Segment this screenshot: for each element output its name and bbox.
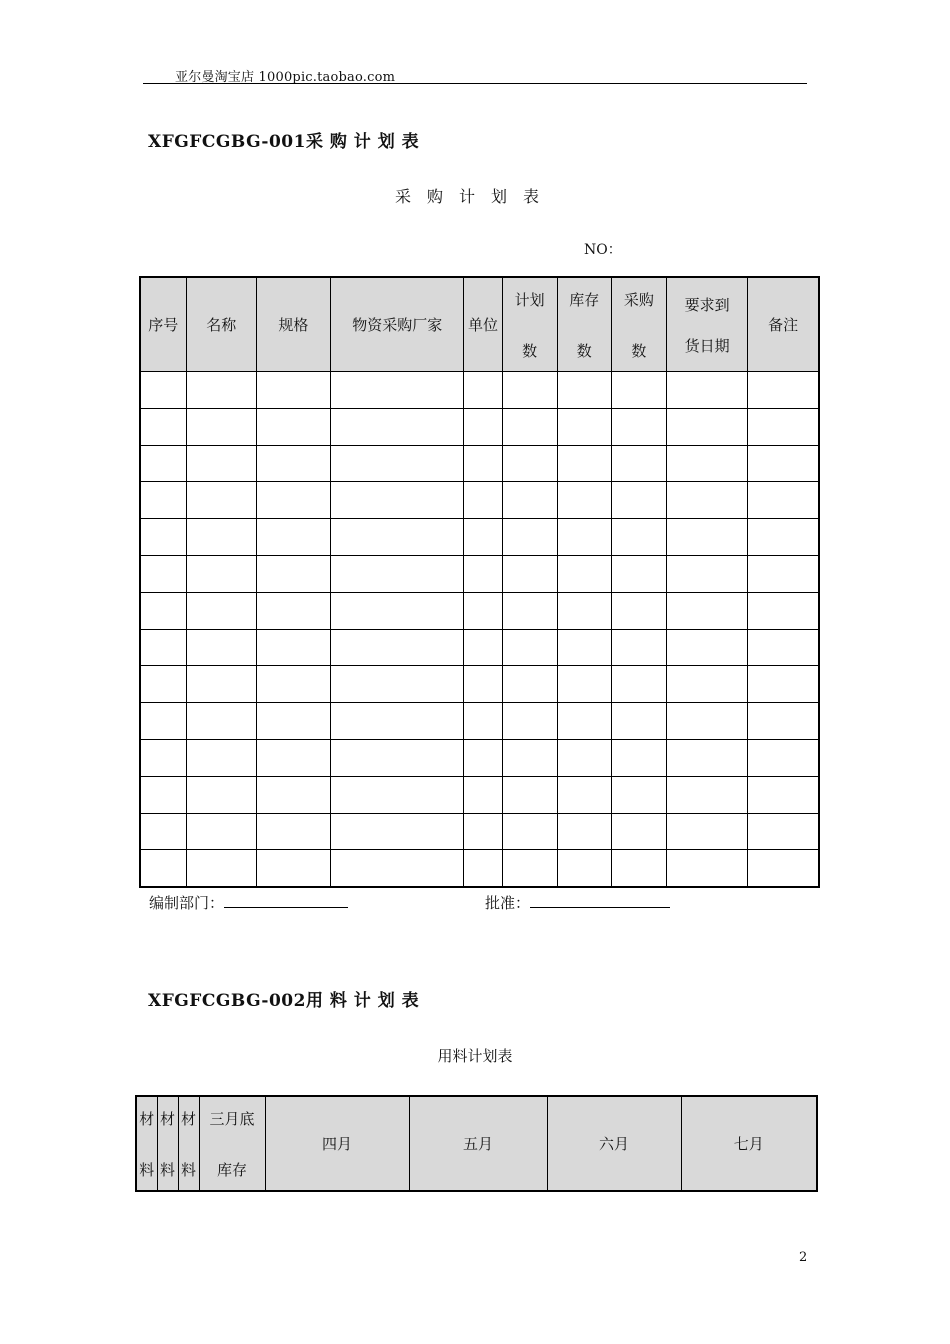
table-cell[interactable]	[667, 703, 748, 740]
sign-approve-blank[interactable]	[530, 893, 670, 908]
table-row	[140, 850, 819, 887]
table-cell[interactable]	[331, 666, 464, 703]
table-cell[interactable]	[256, 372, 330, 409]
col-due-date: 要求到 货日期	[667, 277, 748, 372]
table-cell[interactable]	[502, 813, 557, 850]
table-row	[140, 703, 819, 740]
table-cell[interactable]	[464, 372, 502, 409]
table-cell[interactable]	[557, 519, 611, 556]
col-july: 七月	[681, 1096, 817, 1191]
table-cell[interactable]	[748, 813, 819, 850]
col-remark: 备注	[748, 277, 819, 372]
sign-dept-blank[interactable]	[224, 893, 348, 908]
table-cell[interactable]	[256, 629, 330, 666]
table-row	[140, 629, 819, 666]
table-cell[interactable]	[667, 629, 748, 666]
table-cell[interactable]	[140, 408, 186, 445]
table-cell[interactable]	[140, 813, 186, 850]
table-cell[interactable]	[748, 776, 819, 813]
table-cell[interactable]	[667, 776, 748, 813]
table-cell[interactable]	[186, 813, 256, 850]
table-cell[interactable]	[667, 666, 748, 703]
table-cell[interactable]	[331, 372, 464, 409]
table-cell[interactable]	[502, 850, 557, 887]
table-cell[interactable]	[502, 445, 557, 482]
table-cell[interactable]	[140, 666, 186, 703]
table-cell[interactable]	[140, 592, 186, 629]
table-cell[interactable]	[464, 850, 502, 887]
table-cell[interactable]	[748, 372, 819, 409]
table-cell[interactable]	[667, 739, 748, 776]
table-cell[interactable]	[667, 813, 748, 850]
table-cell[interactable]	[748, 482, 819, 519]
table-cell[interactable]	[502, 482, 557, 519]
table-row	[140, 482, 819, 519]
col-may: 五月	[409, 1096, 547, 1191]
table-cell[interactable]	[611, 629, 666, 666]
table-cell[interactable]	[464, 519, 502, 556]
table-cell[interactable]	[667, 519, 748, 556]
material-plan-table	[135, 1095, 818, 1192]
table-cell[interactable]	[256, 703, 330, 740]
col-material-1: 材 料	[136, 1096, 157, 1191]
table-cell[interactable]	[611, 813, 666, 850]
table-cell[interactable]	[502, 666, 557, 703]
table-cell[interactable]	[464, 666, 502, 703]
table-header-row	[140, 277, 819, 372]
table-cell[interactable]	[611, 408, 666, 445]
table-cell[interactable]	[464, 592, 502, 629]
table-cell[interactable]	[557, 372, 611, 409]
sign-approve-label: 批准：	[485, 894, 531, 912]
table-cell[interactable]	[557, 813, 611, 850]
table-row	[140, 519, 819, 556]
table-cell[interactable]	[611, 445, 666, 482]
table-cell[interactable]	[140, 776, 186, 813]
table-cell[interactable]	[464, 555, 502, 592]
section1-title: XFGFCGBG-001采 购 计 划 表	[148, 132, 420, 152]
table-row	[140, 408, 819, 445]
table-cell[interactable]	[256, 445, 330, 482]
table-cell[interactable]	[611, 776, 666, 813]
col-june: 六月	[547, 1096, 681, 1191]
form1-title: 采购计划表	[394, 187, 555, 206]
table-cell[interactable]	[256, 776, 330, 813]
table-cell[interactable]	[464, 482, 502, 519]
form2-title: 用料计划表	[437, 1047, 513, 1065]
table-cell[interactable]	[256, 666, 330, 703]
table-cell[interactable]	[331, 703, 464, 740]
table-cell[interactable]	[502, 372, 557, 409]
table-cell[interactable]	[464, 776, 502, 813]
col-purchase-qty: 采购 数	[611, 277, 666, 372]
table-cell[interactable]	[667, 482, 748, 519]
table-cell[interactable]	[186, 703, 256, 740]
table-cell[interactable]	[502, 592, 557, 629]
table-cell[interactable]	[748, 592, 819, 629]
table-cell[interactable]	[331, 739, 464, 776]
table-cell[interactable]	[331, 776, 464, 813]
table-cell[interactable]	[256, 482, 330, 519]
table-cell[interactable]	[331, 519, 464, 556]
table-row	[140, 372, 819, 409]
table-cell[interactable]	[611, 482, 666, 519]
col-material-3: 材 料	[178, 1096, 199, 1191]
table-cell[interactable]	[611, 519, 666, 556]
table-cell[interactable]	[557, 445, 611, 482]
section2-title: XFGFCGBG-002用 料 计 划 表	[148, 991, 420, 1011]
table-cell[interactable]	[140, 555, 186, 592]
col-name: 名称	[186, 277, 256, 372]
table-cell[interactable]	[186, 850, 256, 887]
table-header-row	[136, 1096, 817, 1191]
table-cell[interactable]	[502, 555, 557, 592]
table-cell[interactable]	[557, 629, 611, 666]
table-cell[interactable]	[331, 592, 464, 629]
table-cell[interactable]	[140, 703, 186, 740]
table-cell[interactable]	[748, 739, 819, 776]
col-unit: 单位	[464, 277, 502, 372]
table-cell[interactable]	[667, 445, 748, 482]
table-cell[interactable]	[667, 555, 748, 592]
table-cell[interactable]	[748, 408, 819, 445]
table-cell[interactable]	[557, 555, 611, 592]
table-cell[interactable]	[748, 703, 819, 740]
table-cell[interactable]	[748, 445, 819, 482]
table-cell[interactable]	[186, 482, 256, 519]
table-cell[interactable]	[331, 629, 464, 666]
table-row	[140, 776, 819, 813]
table-cell[interactable]	[140, 850, 186, 887]
table-cell[interactable]	[464, 629, 502, 666]
table-cell[interactable]	[611, 372, 666, 409]
table-cell[interactable]	[331, 445, 464, 482]
table-cell[interactable]	[186, 408, 256, 445]
table-cell[interactable]	[748, 555, 819, 592]
table-cell[interactable]	[140, 482, 186, 519]
table-cell[interactable]	[256, 739, 330, 776]
table-cell[interactable]	[331, 408, 464, 445]
table-cell[interactable]	[748, 666, 819, 703]
table-cell[interactable]	[186, 776, 256, 813]
table-cell[interactable]	[331, 850, 464, 887]
table-row	[140, 555, 819, 592]
number-label: NO：	[584, 242, 622, 258]
table-row	[140, 813, 819, 850]
table-cell[interactable]	[331, 555, 464, 592]
table-cell[interactable]	[140, 629, 186, 666]
table-cell[interactable]	[186, 445, 256, 482]
table-cell[interactable]	[557, 739, 611, 776]
table-cell[interactable]	[667, 850, 748, 887]
table-cell[interactable]	[256, 408, 330, 445]
col-vendor: 物资采购厂家	[331, 277, 464, 372]
col-seq: 序号	[140, 277, 186, 372]
sign-dept	[149, 892, 348, 913]
table-cell[interactable]	[611, 555, 666, 592]
table-cell[interactable]	[464, 445, 502, 482]
page-number: 2	[799, 1250, 808, 1265]
table-cell[interactable]	[256, 850, 330, 887]
table-cell[interactable]	[331, 482, 464, 519]
sign-dept-label: 编制部门：	[149, 894, 225, 912]
table-cell[interactable]	[464, 813, 502, 850]
table-cell[interactable]	[140, 739, 186, 776]
header-rule	[143, 83, 807, 84]
table-cell[interactable]	[557, 408, 611, 445]
table-cell[interactable]	[464, 739, 502, 776]
table-cell[interactable]	[667, 408, 748, 445]
table-cell[interactable]	[748, 519, 819, 556]
table-cell[interactable]	[186, 519, 256, 556]
table-cell[interactable]	[557, 703, 611, 740]
table-cell[interactable]	[502, 408, 557, 445]
table-cell[interactable]	[464, 408, 502, 445]
table-cell[interactable]	[186, 555, 256, 592]
table-cell[interactable]	[256, 555, 330, 592]
table-row	[140, 666, 819, 703]
table-cell[interactable]	[667, 592, 748, 629]
table-cell[interactable]	[186, 666, 256, 703]
table-cell[interactable]	[186, 629, 256, 666]
table-cell[interactable]	[502, 703, 557, 740]
col-stock-qty: 库存 数	[557, 277, 611, 372]
table-cell[interactable]	[186, 372, 256, 409]
table-cell[interactable]	[464, 703, 502, 740]
col-spec: 规格	[256, 277, 330, 372]
table-cell[interactable]	[502, 739, 557, 776]
table-row	[140, 592, 819, 629]
table-row	[140, 739, 819, 776]
col-april: 四月	[265, 1096, 409, 1191]
table-row	[140, 445, 819, 482]
table-cell[interactable]	[140, 519, 186, 556]
table-cell[interactable]	[611, 592, 666, 629]
table-cell[interactable]	[186, 592, 256, 629]
table-cell[interactable]	[331, 813, 464, 850]
table-cell[interactable]	[256, 519, 330, 556]
table-cell[interactable]	[611, 666, 666, 703]
table-cell[interactable]	[611, 850, 666, 887]
table-cell[interactable]	[557, 776, 611, 813]
table-cell[interactable]	[502, 519, 557, 556]
table-cell[interactable]	[557, 592, 611, 629]
table-cell[interactable]	[502, 629, 557, 666]
table-cell[interactable]	[186, 739, 256, 776]
purchase-plan-table	[139, 276, 820, 888]
col-march-stock: 三月底 库存	[199, 1096, 265, 1191]
table-cell[interactable]	[140, 372, 186, 409]
sign-approve	[485, 892, 670, 913]
table-cell[interactable]	[557, 850, 611, 887]
table-cell[interactable]	[256, 592, 330, 629]
table-cell[interactable]	[611, 703, 666, 740]
table-cell[interactable]	[256, 813, 330, 850]
table-cell[interactable]	[140, 445, 186, 482]
table-cell[interactable]	[502, 776, 557, 813]
table-cell[interactable]	[557, 666, 611, 703]
table-cell[interactable]	[748, 850, 819, 887]
table-cell[interactable]	[748, 629, 819, 666]
table-cell[interactable]	[611, 739, 666, 776]
table-cell[interactable]	[557, 482, 611, 519]
col-plan-qty: 计划 数	[502, 277, 557, 372]
col-material-2: 材 料	[157, 1096, 178, 1191]
table-cell[interactable]	[667, 372, 748, 409]
header-text: 亚尔曼淘宝店 1000pic.taobao.com	[175, 70, 396, 85]
